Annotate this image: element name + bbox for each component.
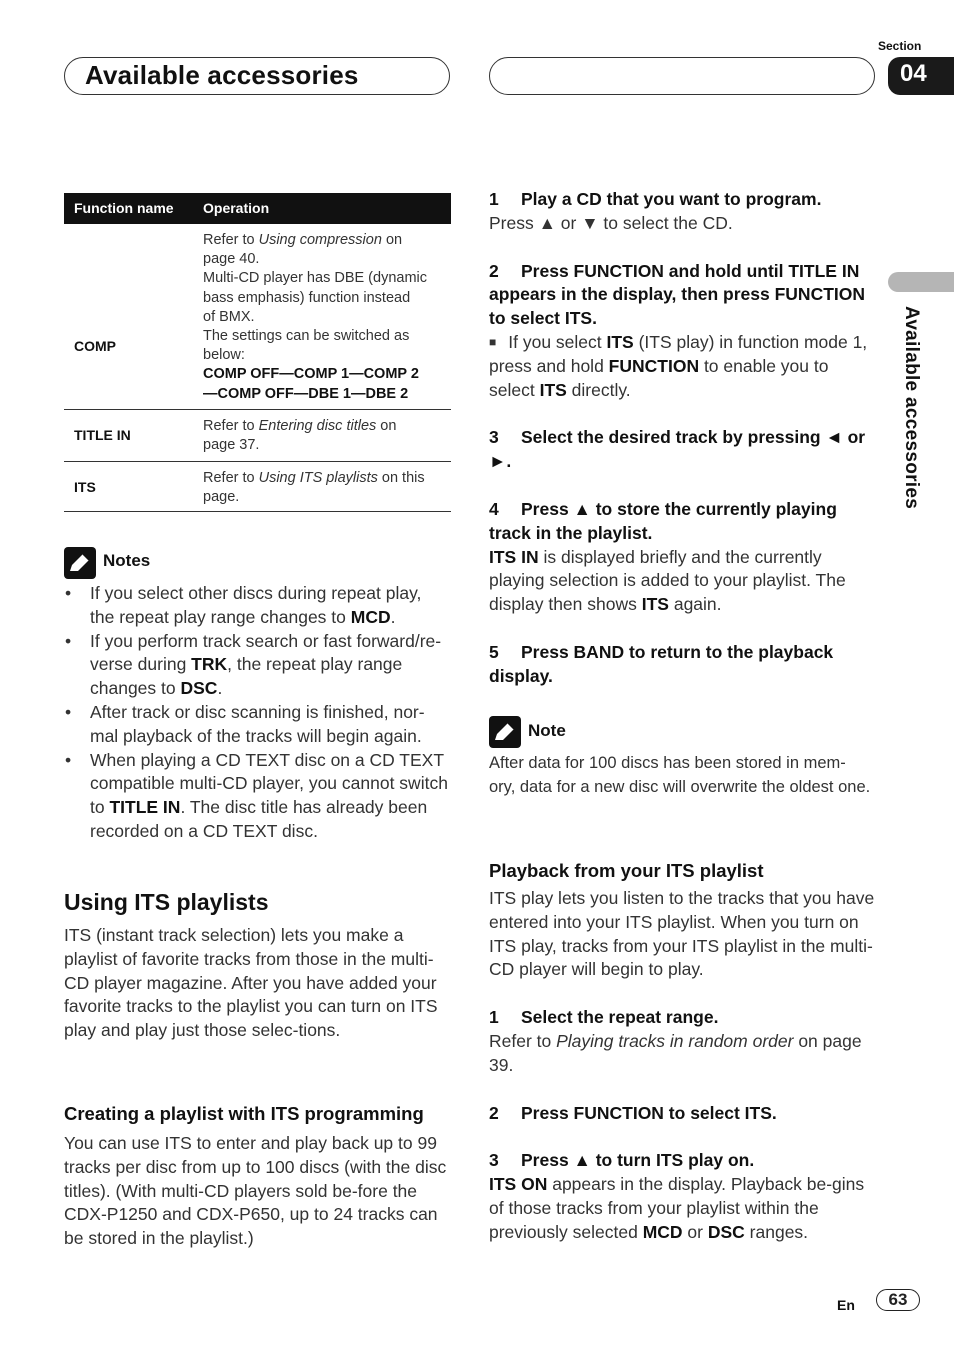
step-4-title: 4 Press ▲ to store the currently playing track in the playlist.: [489, 498, 837, 543]
function-name: COMP: [74, 338, 116, 354]
side-tab-marker: [888, 272, 954, 292]
playback-step-3-title: 3 Press ▲ to turn ITS play on.: [489, 1150, 755, 1171]
step-4-body: ITS IN is displayed briefly and the currently playing selection is added to your playlist. The display then shows ITS again.: [489, 546, 846, 615]
list-item: • When playing a CD TEXT disc on a CD TEXT compatible multi-CD player, you cannot switch to TITLE IN. The disc title has already been recorded on a CD TEXT disc.: [65, 749, 448, 841]
table-row-comp: [64, 224, 451, 410]
function-name: TITLE IN: [74, 427, 131, 443]
side-section-label: Available accessories: [901, 306, 922, 510]
playback-step-1-body: Refer to Playing tracks in random order on page 39.: [489, 1030, 862, 1075]
creating-playlist-body: You can use ITS to enter and play back up to 99 tracks per disc from up to 100 discs (with the disc titles). (With multi-CD players sold be-fore the CDX-P1250 and CDX-P650, up to 24 tracks can be stored in the playlist.): [64, 1133, 447, 1249]
list-item: • If you perform track search or fast forward/re-verse during TRK, the repeat play range changes to DSC.: [65, 630, 442, 699]
page-title: Available accessories: [85, 60, 359, 90]
function-name: ITS: [74, 479, 96, 495]
operation-cell: Refer to Entering disc titles on page 37.: [203, 418, 397, 454]
section-number-badge: 04: [888, 57, 954, 95]
programming-steps: [489, 188, 877, 689]
note-pencil-icon: [489, 716, 521, 748]
list-item: • After track or disc scanning is finished, nor-mal playback of the tracks will begin again.: [65, 701, 425, 746]
header-blank-bar: [489, 57, 875, 95]
note-body: After data for 100 discs has been stored in mem-ory, data for a new disc will overwrite the oldest one.: [489, 754, 871, 796]
step-1-title: 1 Play a CD that you want to program.: [489, 189, 822, 209]
operation-cell: Refer to Using ITS playlists on this page.: [203, 470, 425, 506]
operation-cell: Refer to Using compression on page 40. Multi-CD player has DBE (dynamic bass emphasis) function instead of BMX. The settings can be switched as below: COMP OFF—COMP 1—COMP 2 —COMP OFF—DBE 1—DBE 2: [203, 232, 428, 402]
step-5-title: 5 Press BAND to return to the playback display.: [489, 641, 834, 686]
note-heading: Note: [528, 721, 566, 740]
playback-intro: ITS play lets you listen to the tracks that you have entered into your ITS playlist. When you turn on ITS play, tracks from your ITS playlist in the multi-CD player will begin to play.: [489, 888, 875, 980]
playback-step-2-title: 2 Press FUNCTION to select ITS.: [489, 1102, 777, 1123]
list-item: • If you select other discs during repeat play, the repeat play range changes to MCD.: [65, 583, 422, 627]
title-bar: [64, 57, 450, 95]
step-3-title: 3 Select the desired track by pressing ◄ or ►.: [489, 427, 866, 472]
its-intro: ITS (instant track selection) lets you make a playlist of favorite tracks from those in the multi-CD player magazine. After you have added your favorite tracks to the playlist you can turn on ITS play and play just those selec-tions.: [64, 925, 438, 1041]
col-operation: Operation: [203, 200, 270, 216]
its-heading: Using ITS playlists: [64, 889, 269, 915]
notes-list: [64, 582, 450, 844]
section-label: Section: [878, 39, 922, 53]
playback-section: [489, 860, 877, 1245]
playback-heading: Playback from your ITS playlist: [489, 860, 764, 881]
language-label: En: [837, 1297, 855, 1313]
col-function-name: Function name: [74, 200, 174, 216]
table-header: [64, 193, 451, 224]
creating-playlist-heading: Creating a playlist with ITS programming: [64, 1103, 424, 1124]
page-number: 63: [876, 1289, 920, 1311]
function-table: [64, 193, 451, 512]
step-2-title: 2 Press FUNCTION and hold until TITLE IN appears in the display, then press FUNCTION to select ITS.: [489, 260, 866, 329]
playback-step-3-body: ITS ON appears in the display. Playback be-gins of those tracks from your playlist within the previously selected MCD or DSC ranges.: [489, 1174, 865, 1242]
playback-step-1-title: 1 Select the repeat range.: [489, 1007, 719, 1028]
note-pencil-icon: [64, 547, 96, 579]
table-row-its: [64, 462, 451, 512]
step-2-body: ■ If you select ITS (ITS play) in function mode 1, press and hold FUNCTION to enable you to select ITS directly.: [489, 331, 868, 400]
step-1-body: Press ▲ or ▼ to select the CD.: [489, 212, 733, 233]
notes-heading: Notes: [103, 551, 151, 570]
table-row-title-in: [64, 410, 451, 462]
